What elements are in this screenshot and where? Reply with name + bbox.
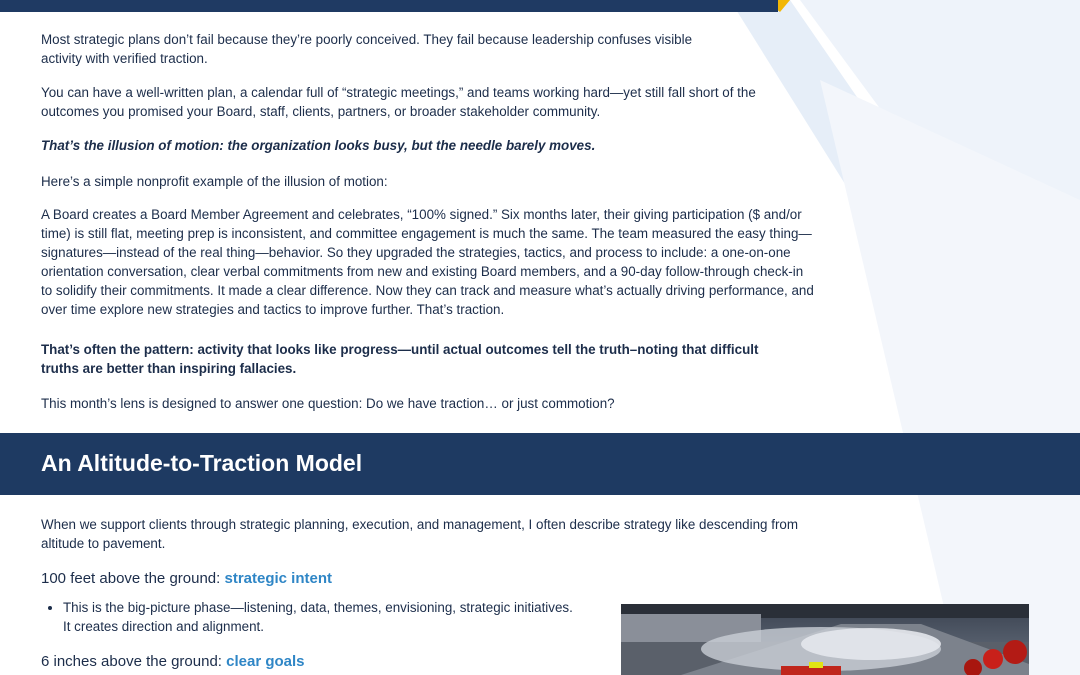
paragraph-intro: Most strategic plans don’t fail because they’re poorly conceived. They fail because leadership confuses visible activity with verified traction. [41,32,693,66]
level-bullets [41,598,573,636]
section-intro: When we support clients through strategic planning, execution, and management, I often describe strategy like descending from altitude to pavement. [41,517,799,551]
level-heading-6-inches: 6 inches above the ground: clear goals [41,653,305,670]
section-banner [0,433,1080,495]
top-header-band [0,0,778,12]
paragraph-illusion-of-motion: That’s the illusion of motion: the organization looks busy, but the needle barely moves. [41,138,596,153]
level-heading-100-feet: 100 feet above the ground: strategic intent [41,570,333,587]
paragraph-outcomes: You can have a well-written plan, a calendar full of “strategic meetings,” and teams working hard—yet still fall short of the outcomes you promised your Board, staff, clients, partners, or broader stakeholder community. [41,85,756,119]
paragraph-monthly-lens: This month’s lens is designed to answer one question: Do we have traction… or just commotion? [41,396,615,411]
level-accent-clear-goals: clear goals [226,653,305,670]
race-car-photo [621,604,1029,675]
paragraph-board-example: A Board creates a Board Member Agreement and celebrates, “100% signed.” Six months later, their giving participation ($ and/or time) is still flat, meeting prep is inconsistent, and committee engagement is much the same. The team measured the easy thing—signatures—instead of the real thing—behavior. So they upgraded the strategies, tactics, and process to include: a one-on-one orientation conversation, clear verbal commitments from new and existing Board members, and a 90-day follow-through check-in to solidify their commitments. It made a clear difference. Now they can track and measure what’s actually driving performance, and over time explore new strategies and tactics to improve further. That’s traction. [41,207,814,317]
level-accent-strategic-intent: strategic intent [224,570,333,587]
paragraph-pattern: That’s often the pattern: activity that looks like progress—until actual outcomes tell the truth–noting that difficult truths are better than inspiring fallacies. [41,342,759,376]
paragraph-example-lead: Here’s a simple nonprofit example of the illusion of motion: [41,174,388,189]
section-title: An Altitude-to-Traction Model [41,450,363,476]
list-item: • This is the big-picture phase—listening, data, themes, envisioning, strategic initiatives. It creates direction and alignment. [63,598,573,636]
